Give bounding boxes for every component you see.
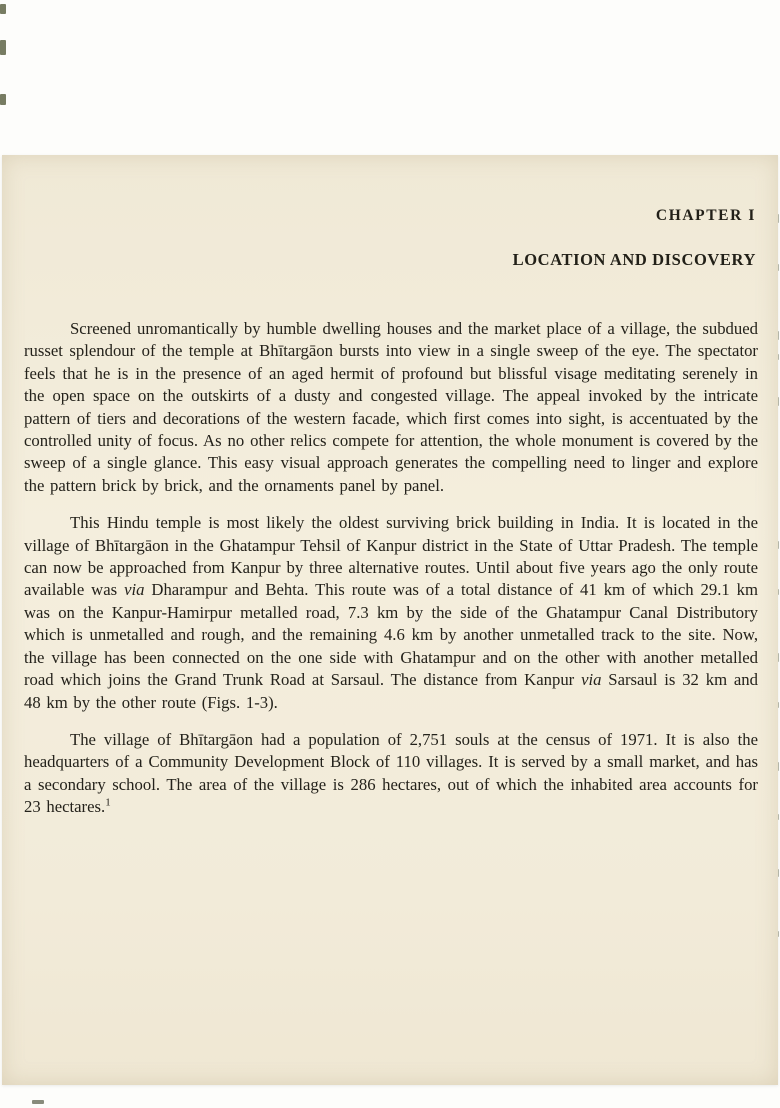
body-text [24, 318, 758, 819]
page-title: LOCATION AND DISCOVERY [512, 250, 756, 269]
paragraph-1: Screened unromantically by humble dwelling houses and the market place of a village, the subdued russet splendour of the temple at Bhītargāon bursts into view in a single sweep of the eye. The spectator feels that he is in the presence of an aged hermit of profound but blissful visage meditating serenely in the open space on the outskirts of a dusty and congested village. The appeal invoked by the intricate pattern of tiers and decorations of the western facade, which first comes into sight, is accentuated by the controlled unity of focus. As no other relics compete for attention, the whole monument is covered by the sweep of a single glance. This easy visual approach generates the compelling need to linger and explore the pattern brick by brick, and the ornaments panel by panel. [24, 319, 758, 495]
scan-artifact [0, 4, 6, 14]
scan-artifact [32, 1100, 44, 1104]
scan-artifact [0, 94, 6, 105]
paragraph-2: This Hindu temple is most likely the oldest surviving brick building in India. It is located in the village of Bhītargāon in the Ghatampur Tehsil of Kanpur district in the State of Uttar Pradesh. The temple can now be approached from Kanpur by three alternative routes. Until about five years ago the only route available was via Dharampur and Behta. This route was of a total distance of 41 km of which 29.1 km was on the Kanpur-Hamirpur metalled road, 7.3 km by the side of the Ghatampur Canal Distributory which is unmetalled and rough, and the remaining 4.6 km by another unmetalled track to the site. Now, the village has been connected on the one side with Ghatampur and on the other with another metalled road which joins the Grand Trunk Road at Sarsaul. The distance from Kanpur via Sarsaul is 32 km and 48 km by the other route (Figs. 1-3). [24, 513, 758, 712]
scan-artifact [0, 40, 6, 55]
paragraph-3: The village of Bhītargāon had a population of 2,751 souls at the census of 1971. It is also the headquarters of a Community Development Block of 110 villages. It is served by a small market, and has a secondary school. The area of the village is 286 hectares, out of which the inhabited area accounts for 23 hectares.$^1$ [24, 729, 758, 817]
page-content [2, 155, 778, 819]
chapter-heading: CHAPTER I [655, 207, 756, 224]
scanned-page [2, 155, 778, 1085]
